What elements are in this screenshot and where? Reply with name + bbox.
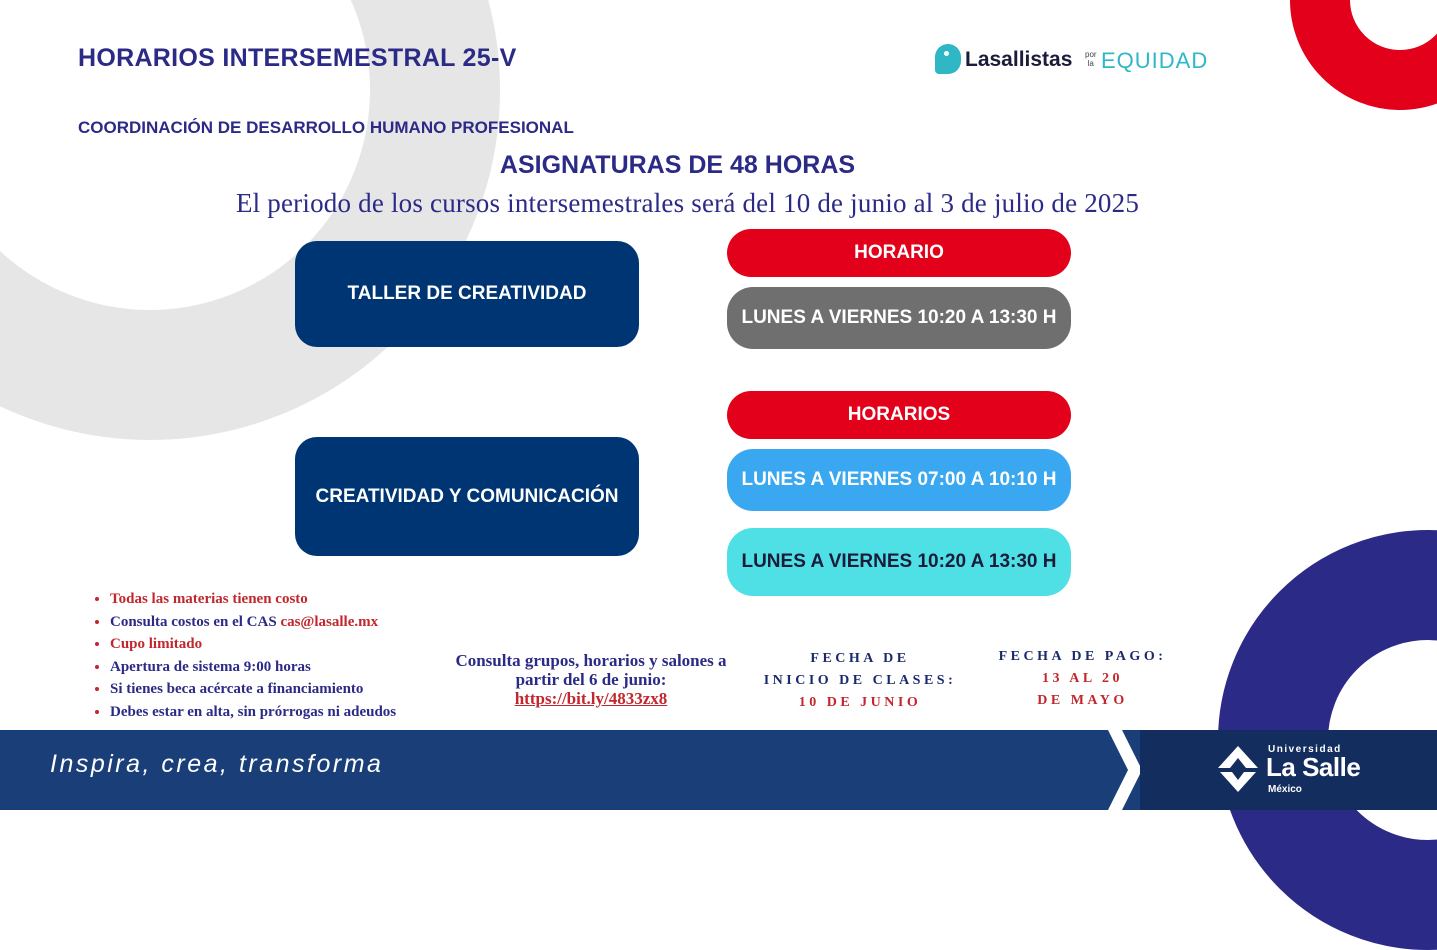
schedule-header-course1: HORARIO xyxy=(727,229,1071,277)
payment-date-value: 13 AL 20 xyxy=(1042,671,1123,686)
consult-text: Consulta grupos, horarios y salones a partir del 6 de junio: xyxy=(455,651,727,689)
list-item: • Todas las materias tienen costo xyxy=(110,588,396,611)
speech-bubble-icon xyxy=(935,44,961,74)
footer-slogan: Inspira, crea, transforma xyxy=(50,750,384,778)
schedule-course2-slot2: LUNES A VIERNES 10:20 A 13:30 H xyxy=(727,528,1071,596)
logo-lasalle: La Salle xyxy=(1266,752,1361,782)
period-text: El periodo de los cursos intersemestrales será del 10 de junio al 3 de julio de 2025 xyxy=(235,188,1140,218)
section-heading: ASIGNATURAS DE 48 HORAS xyxy=(499,151,856,179)
list-item: • Debes estar en alta, sin prórrogas ni adeudos xyxy=(110,701,396,724)
lasalle-logo xyxy=(1216,744,1366,800)
list-item: • Consulta costos en el CAS cas@lasalle.mx xyxy=(110,611,396,634)
list-item: • Si tienes beca acércate a financiamiento xyxy=(110,678,396,701)
start-date-value: 10 DE JUNIO xyxy=(798,695,922,710)
logo-equidad: EQUIDAD xyxy=(1101,48,1209,73)
decorative-red-ring xyxy=(1290,0,1437,110)
list-item: • Apertura de sistema 9:00 horas xyxy=(110,656,396,679)
logo-mexico: México xyxy=(1268,784,1302,795)
course-creatividad-y-comunicacion: CREATIVIDAD Y COMUNICACIÓN xyxy=(295,437,639,556)
payment-date-value-2: DE MAYO xyxy=(1037,693,1128,708)
course-taller-de-creatividad: TALLER DE CREATIVIDAD xyxy=(295,241,639,347)
schedule-course1-slot1: LUNES A VIERNES 10:20 A 13:30 H xyxy=(727,287,1071,349)
logo-name: Lasallistas xyxy=(965,48,1073,71)
lasalle-star-icon xyxy=(1216,744,1260,794)
consult-link[interactable]: https://bit.ly/4833zx8 xyxy=(514,689,668,708)
payment-date-info xyxy=(975,646,1190,712)
notes-list xyxy=(92,588,396,723)
start-date-info xyxy=(745,648,975,714)
page-title: HORARIOS INTERSEMESTRAL 25-V xyxy=(78,44,517,72)
logo-connector: por la xyxy=(1085,50,1097,68)
start-date-label-2: INICIO DE CLASES: xyxy=(763,673,957,688)
cas-email-link[interactable]: cas@lasalle.mx xyxy=(280,613,379,630)
start-date-label: FECHA DE xyxy=(810,651,910,666)
department-subtitle: COORDINACIÓN DE DESARROLLO HUMANO PROFESIONAL xyxy=(78,118,574,137)
footer-bar xyxy=(0,730,1437,810)
lasallistas-equidad-logo xyxy=(935,44,1220,78)
consult-info xyxy=(455,651,727,708)
schedule-header-course2: HORARIOS xyxy=(727,391,1071,439)
logo-universidad: Universidad xyxy=(1268,744,1342,755)
payment-date-label: FECHA DE PAGO: xyxy=(998,649,1167,664)
schedule-course2-slot1: LUNES A VIERNES 07:00 A 10:10 H xyxy=(727,449,1071,511)
list-item: • Cupo limitado xyxy=(110,633,396,656)
